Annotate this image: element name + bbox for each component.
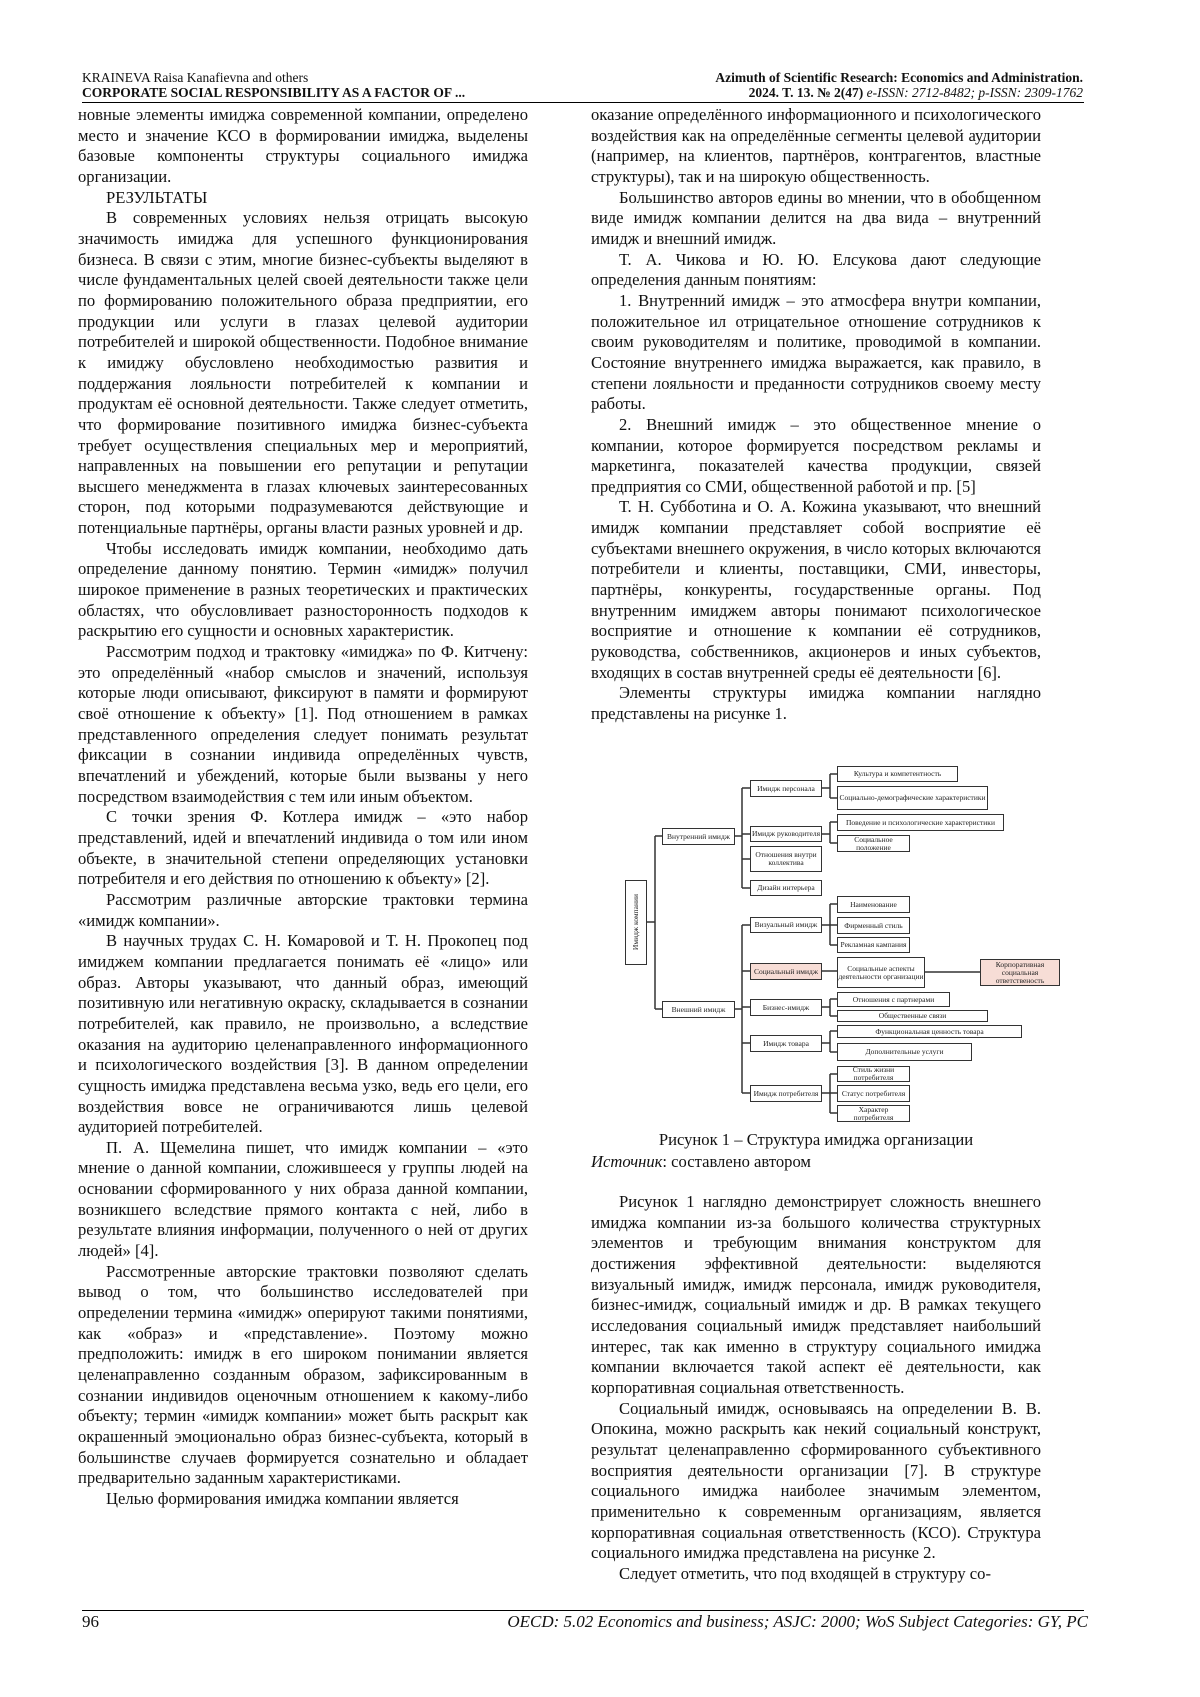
paragraph: Элементы структуры имиджа компании наглядно представлены на рисунке 1.	[591, 683, 1041, 724]
box-csr: Корпоративная социальная ответственость	[980, 959, 1060, 986]
paragraph: Рассмотренные авторские трактовки позволяют сделать вывод о том, что большинство исследователей при определении термина «имидж» оперируют такими понятиями, как «образ» и «представление». Поэтому можно предположить: имидж в его широком понимании является целенаправленно созданным образом, зафиксированным в сознании индивидов оценочным отношением к какому-либо объекту; термин «имидж компании» может быть раскрыт как окрашенный эмоционально образ бизнес-субъекта, который в большинстве случаев формируется сознательно и обладает предварительно заданным характеристиками.	[78, 1261, 528, 1488]
box-internal-image: Внутренний имидж	[662, 828, 735, 845]
paragraph: 2. Внешний имидж – это общественное мнение о компании, которое формируется посредством рекламы и маркетинга, показателей качества продукции, связей предприятия со СМИ, общественной работой и пр. [5]	[591, 414, 1041, 496]
paragraph: 1. Внутренний имидж – это атмосфера внутри компании, положительное ил отрицательное отношение сотрудников к своим руководителям и политике, проводимой в компании. Состояние внутреннего имиджа выражается, как правило, в степени лояльности и преданности сотрудников своему месту работы.	[591, 290, 1041, 414]
source-text: : составлено автором	[662, 1152, 811, 1171]
box-extra-services: Дополнительные услуги	[837, 1043, 972, 1061]
box-partners: Отношения с партнерами	[837, 992, 950, 1007]
paragraph: Т. Н. Субботина и О. А. Кожина указывают, что внешний имидж компании представляет собой восприятие её субъектами внешнего окружения, в число которых включаются потребители и клиенты, поставщики, СМИ, инвесторы, партнёры, конкуренты, государственные органы. Под внутренним имиджем авторы понимают психологическое восприятие и отношение к компании её сотрудников, руководства, собственников, акционеров и иных субъектов, входящих в состав внутренней среды её деятельности [6].	[591, 497, 1041, 682]
header-authors: KRAINEVA Raisa Kanafievna and others	[82, 70, 309, 85]
box-business-image: Бизнес-имидж	[750, 999, 822, 1016]
paragraph: Рассмотрим различные авторские трактовки термина «имидж компании».	[78, 889, 528, 930]
box-public-relations: Общественные связи	[837, 1010, 988, 1022]
paragraph: П. А. Щемелина пишет, что имидж компании – «это мнение о данной компании, сложившееся у группы людей на основании сформированного у них образа данной компании, возникшего вследствие прямого контакта с ней, либо в результате влияния информации, полученного о ней от других людей» [4].	[78, 1137, 528, 1261]
paragraph: В современных условиях нельзя отрицать высокую значимость имиджа для успешного функционирования бизнеса. В связи с этим, многие бизнес-субъекты выделяют в числе фундаментальных целей своей деятельности также цели по формированию положительного образа предприятии, его продукции или услуги в глазах целевой аудитории потребителей и широкой общественности. Подобное внимание к имиджу обусловлено необходимостью развития и поддержания лояльности потребителей к компании и продуктам её основной деятельности. Также следует отметить, что формирование позитивного имиджа бизнес-субъекта требует осуществления специальных мер и мероприятий, направленных на повышении его репутации и репутации высшего менеджмента в глазах ключевых заинтересованных сторон, под которыми подразумеваются действующие и потенциальные партнёры, органы власти разных уровней и др.	[78, 208, 528, 538]
footer-classification: OECD: 5.02 Economics and business; ASJC: 2000; WoS Subject Categories: GY, PC	[507, 1612, 1088, 1631]
box-staff-image: Имидж персонала	[750, 780, 822, 797]
paragraph: Чтобы исследовать имидж компании, необходимо дать определение данному понятию. Термин «имидж» получил широкое применение в разных теоретических и практических областях, что обусловливает разносторонность подходов к раскрытию его сущности и основных характеристик.	[78, 538, 528, 641]
running-header-right	[715, 70, 1083, 100]
box-visual-image: Визуальный имидж	[750, 917, 822, 933]
header-title: CORPORATE SOCIAL RESPONSIBILITY AS A FACTOR OF ...	[82, 85, 466, 100]
header-rule	[82, 102, 1084, 103]
box-external-image: Внешний имидж	[662, 1001, 735, 1018]
box-product-image: Имидж товара	[750, 1035, 822, 1052]
left-column	[78, 105, 528, 1510]
box-functional-value: Функциональная ценность товара	[837, 1025, 1022, 1038]
running-header-left	[82, 70, 465, 100]
source-label: Источник	[591, 1152, 663, 1171]
page-number: 96	[82, 1612, 99, 1631]
box-behavior: Поведение и психологические характеристики	[837, 814, 1004, 831]
box-team-relations: Отношения внутри коллектива	[750, 846, 822, 872]
box-lifestyle: Стиль жизни потребителя	[837, 1066, 910, 1082]
header-issn: e-ISSN: 2712-8482; p-ISSN: 2309-1762	[863, 85, 1083, 100]
paragraph: Т. А. Чикова и Ю. Ю. Елсукова дают следующие определения данным понятиям:	[591, 249, 1041, 290]
box-sociodemographic: Социально-демографические характеристики	[837, 786, 988, 810]
paragraph: Рисунок 1 наглядно демонстрирует сложность внешнего имиджа компании из-за большого количества структурных элементов и требующим внимания конструктом для достижения эффективной деятельности: выделяются визуальный имидж, имидж персонала, имидж руководителя, бизнес-имидж, социальный имидж и др. В рамках текущего исследования социальный имидж представляет наибольший интерес, так как именно в структуру социального имиджа компании включается такой аспект её деятельности, как корпоративная социальная ответственность.	[591, 1192, 1041, 1397]
box-character: Характер потребителя	[837, 1105, 910, 1122]
box-interior-design: Дизайн интерьера	[750, 880, 822, 896]
paragraph: оказание определённого информационного и психологического воздействия как на определённые сегменты целевой аудитории (например, на клиентов, партнёров, контрагентов, властные структуры), так и на широкую общественность.	[591, 105, 1041, 186]
box-ad-campaign: Рекламная кампания	[837, 937, 910, 953]
right-column-bottom	[591, 1192, 1041, 1584]
section-heading: РЕЗУЛЬТАТЫ	[106, 187, 208, 207]
box-status: Статус потребителя	[837, 1085, 910, 1102]
box-social-aspects: Социальные аспекты деятельности организации	[837, 957, 925, 988]
box-corporate-style: Фирменный стиль	[837, 917, 910, 934]
paragraph: новные элементы имиджа современной компании, определено место и значение КСО в формировании имиджа, выделены базовые компоненты структуры социального имиджа организации.	[78, 105, 528, 186]
paragraph: Рассмотрим подход и трактовку «имиджа» по Ф. Китчену: это определённый «набор смыслов и значений, используя которые люди описывают, фиксируют в памяти и формируют своё отношение к объекту» [1]. Под отношением в рамках представленного определения следует понимать результат фиксации в сознании индивида определённых чувств, впечатлений и убеждений, которые были вызваны у него посредством взаимодействия с тем или иным объектом.	[78, 642, 528, 806]
paragraph: Следует отметить, что под входящей в структуру со-	[619, 1563, 991, 1583]
box-consumer-image: Имидж потребителя	[750, 1085, 822, 1102]
paragraph: С точки зрения Ф. Котлера имидж – «это набор представлений, идей и впечатлений индивида о том или ином объекте, в значительной степени определяющих установки потребителя и его действия по отношению к объекту» [2].	[78, 807, 528, 889]
right-column-top	[591, 105, 1041, 725]
paragraph: В научных трудах С. Н. Комаровой и Т. Н. Прокопец под имиджем компании предлагается понимать её «лицо» или образ. Авторы указывают, что данный образ, имеющий позитивную или негативную окраску, складывается в сознании потребителей, как правило, не произвольно, а вследствие оказания на аудиторию целенаправленного информационного и психологического воздействия [3]. В данном определении сущность имиджа представлена весьма узко, ведь его цели, его воздействия вовсе не ограничиваются лишь целевой аудиторией потребителей.	[78, 931, 528, 1137]
footer-rule	[82, 1610, 1084, 1611]
box-leader-image: Имидж руководителя	[750, 826, 822, 842]
box-social-image: Социальный имидж	[750, 963, 822, 980]
box-company-image: Имидж компании	[625, 880, 647, 965]
paragraph: Целью формирования имиджа компании является	[106, 1488, 459, 1508]
header-issue: 2024. T. 13. № 2(47)	[748, 85, 864, 100]
figure-caption: Рисунок 1 – Структура имиджа организации	[658, 1130, 974, 1149]
box-social-position: Социальное положение	[837, 835, 910, 852]
figure-source	[591, 1152, 1041, 1173]
box-name: Наименование	[837, 896, 910, 913]
box-culture: Культура и компетентность	[837, 766, 958, 782]
header-journal: Azimuth of Scientific Research: Economics and Administration.	[715, 70, 1083, 85]
paragraph: Социальный имидж, основываясь на определении В. В. Опокина, можно раскрыть как некий социальный конструкт, результат целенаправленно сформированного субъективного восприятия деятельности организации [7]. В структуре социального имиджа наиболее значимым элементом, применительно к современным организациям, является корпоративная социальная ответственность (КСО). Структура социального имиджа представлена на рисунке 2.	[591, 1398, 1041, 1563]
paragraph: Большинство авторов едины во мнении, что в обобщенном виде имидж компании делится на два вида – внутренний имидж и внешний имидж.	[591, 187, 1041, 248]
